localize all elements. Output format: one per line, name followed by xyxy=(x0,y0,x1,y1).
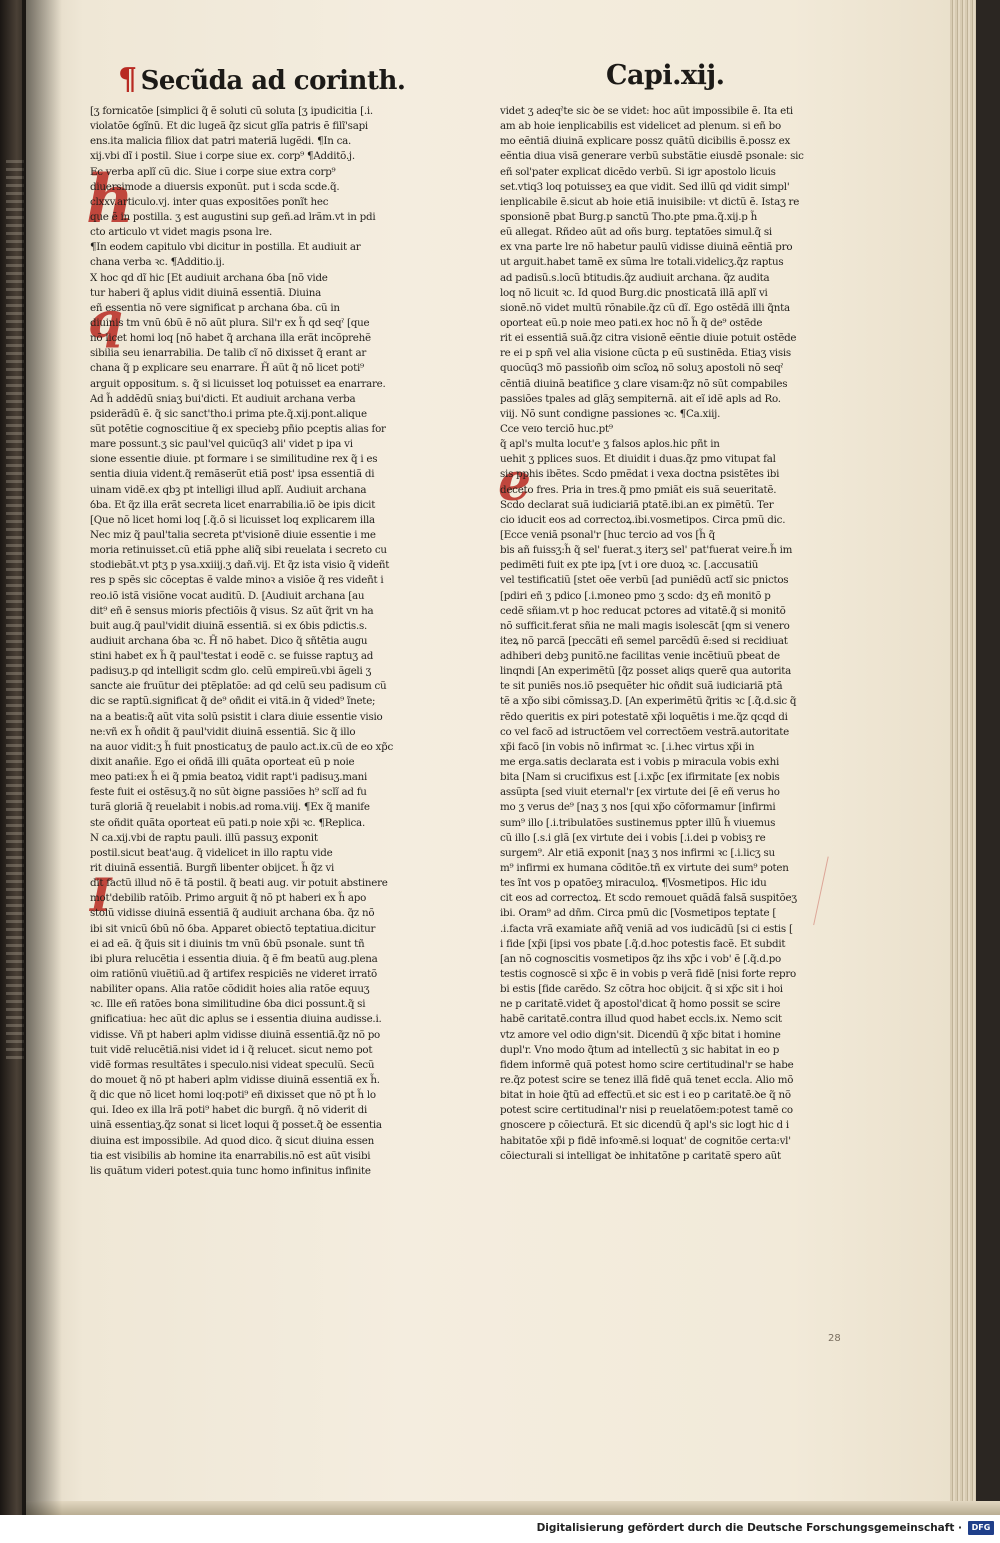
text-line: violatõe ỽgĩnũ. Et dic lugeã q̃z sicut glĩa patris ẽ filĩ'sapi xyxy=(90,120,368,133)
text-line: sancte aie fruũtur dei ptẽplatõe: ad qd celũ seu padisum cũ xyxy=(90,680,387,693)
footer-credit: Digitalisierung gefördert durch die Deutsche Forschungsgemeinschaft · xyxy=(536,1522,962,1534)
text-line: assũpta [sed viuit eternal'r [ex virtute dei [ẽ eñ verus ho xyxy=(500,786,780,799)
text-line: sione essentie diuie. pt formare i se similitudine rex q̃ i es xyxy=(90,453,378,466)
text-line: cio iducit eos ad correctoꝝ.ibi.vosmetipos. Circa pmũ dic. xyxy=(500,513,786,526)
text-line: ¶In eodem capitulo vbi dicitur in postilla. Et audiuit ar xyxy=(90,241,361,254)
text-line: surgem⁹. Alr etiã exponit [naʒ ʒ nos infirmi ꝛc [.i.licʒ su xyxy=(500,846,775,859)
text-line: ens.ita malicia filiox dat patri materiã lugẽdi. ¶In ca. xyxy=(90,135,352,148)
text-line: videt ʒ adeqˀte sic ꝺe se videt: hoc aũt impossibile ẽ. Ita eti xyxy=(500,105,793,117)
text-line: re ei p spñ vel alia visione cũcta p eũ sustinẽda. Etiaʒ visis xyxy=(500,347,791,360)
text-line: nõ sufficit.ferat sñia ne mali magis isolescãt [qm si venero xyxy=(500,619,790,632)
text-line: re.q̃z potest scire se tenez illã fidẽ quã tenet eccla. Alio mõ xyxy=(500,1074,794,1086)
text-line: [pdiri eñ ʒ pdico [.i.moneo pmo ʒ scdo: dʒ eñ monitõ p xyxy=(500,589,771,602)
text-line: vel testificatiũ [stet oẽe verbũ [ad puniẽdũ actĩ sic pnictos xyxy=(500,574,789,587)
text-line: eũ allegat. Rñdeo aũt ad oñs burg. teptatões simul.q̃ si xyxy=(500,226,772,239)
text-line: tia est visibilis ab homine ita enarrabilis.nõ est aũt visibi xyxy=(90,1149,371,1162)
text-line: te sit puniẽs nos.iõ psequẽter hic oñdit suã iudiciariã ptã xyxy=(500,680,783,693)
text-line: mo ʒ verus de⁹ [naʒ ʒ nos [qui xp̃o cõformamur [infirmi xyxy=(500,801,776,814)
left-text-column xyxy=(90,104,435,1179)
text-line: Cce veɪo terciõ huc.pt⁹ xyxy=(500,422,613,435)
text-line: sentia diuia vident.q̃ remãserũt etiã post' ipsa essentiã di xyxy=(90,468,375,481)
paragraph-mark: ¶ xyxy=(118,62,137,97)
text-line: diuersimode a diuersis exponũt. put i scda scde.q̃. xyxy=(90,180,340,193)
text-line: sum⁹ illo [.i.tribulatões sustinemus ppter illũ h̃ viuemus xyxy=(500,816,776,829)
book-gutter-shadow xyxy=(22,0,62,1515)
text-line: lis quãtum videri potest.quia tunc homo infinitus infinite xyxy=(90,1164,371,1177)
text-line: tẽ a xp̃o sibi cõmissaʒ.D. [An experimẽtũ q̃ritis ꝛc [.q̃.d.sic q̃ xyxy=(500,695,797,708)
text-line: buit aug.q̃ paul'vidit diuinã essentiã. si ex ỽbis pdictis.s. xyxy=(90,619,368,632)
right-text-column xyxy=(500,104,838,1164)
text-line: habẽ caritatẽ.contra illud quod habet eccls.ix. Nemo scit xyxy=(500,1013,782,1026)
text-line: tur haberi q̃ aplus vidit diuinã essentiã. Diuina xyxy=(90,286,321,299)
rubricated-initial-q: q xyxy=(88,290,123,349)
text-line: mot'debilib ratõib. Primo arguit q̃ nõ pt haberi ex h̃ apo xyxy=(90,892,367,905)
text-line: rit diuinã essentiã. Burgñ libenter obijcet. h̃ q̃z vi xyxy=(90,862,335,875)
text-line: padisuʒ.p qd intelligit scdm glo. celũ empireũ.vbi ãgeli ʒ xyxy=(90,665,372,678)
text-line: sibilia seu ienarrabilia. De talib cĩ nõ dixisset q̃ erant ar xyxy=(90,347,367,360)
text-line: q̃ dic que nõ licet homi loq:poti⁹ eñ dixisset que nõ pt h̃ lo xyxy=(90,1089,376,1102)
text-line: que ẽ in postilla. ʒ est augustini sup geñ.ad lrãm.vt in pdi xyxy=(90,210,376,223)
text-line: vidẽ formas resultãtes i speculo.nisi videat speculũ. Secũ xyxy=(90,1058,375,1071)
rubricated-initial-i: I xyxy=(90,868,112,922)
text-line: bi estis [fide carẽdo. Sz cõtra hoc obijcit. q̃ si xp̃c sit i hoi xyxy=(500,983,783,996)
text-line: arguit oppositum. s. q̃ si licuisset loq potuisset ea enarrare. xyxy=(90,377,386,390)
text-line: [Que nõ licet homi loq [.q̃.õ si licuisset loq explicarem illa xyxy=(90,513,375,526)
text-line: nõ licet homi loq [nõ habet q̃ archana illa erãt incõprehẽ xyxy=(90,332,371,345)
text-line: na a beatis:q̃ aũt vita solũ psistit i clara diuie essentie visio xyxy=(90,710,383,723)
text-line: m⁹ infirmi ex humana cõditõe.tñ ex virtute dei sum⁹ poten xyxy=(500,862,789,875)
text-line: loq nõ licuit ꝛc. Id quod Burg.dic pnosticatã illã aplĩ vi xyxy=(500,286,768,299)
text-line: viij. Nõ sunt condigne passiones ꝛc. ¶Ca.xiij. xyxy=(500,407,721,420)
running-head-left xyxy=(118,62,405,97)
rubricated-initial-e: e xyxy=(498,452,532,513)
text-line: turã gloriã q̃ reuelabit i nobis.ad roma.viij. ¶Ex q̃ manife xyxy=(90,801,370,814)
text-line: audiuit archana ỽba ꝛc. H̃ nõ habet. Dico q̃ sñtẽtia augu xyxy=(90,634,368,647)
text-line: eñ sol'pater explicat dicẽdo verbũ. Si igr apostolo licuis xyxy=(500,165,776,178)
text-line: cit eos ad correctoꝝ. Et scdo remouet quãdã falsã suspitõeʒ xyxy=(500,892,797,905)
text-line: gnificatiua: hec aũt dic aplus se i essentia diuina audisse.i. xyxy=(90,1013,382,1026)
text-line: sponsionẽ pbat Burg.p sanctũ Tho.pte pma.q̃.xij.p h̃ xyxy=(500,210,758,223)
text-line: cũ illo [.s.i glã [ex virtute dei i vobis [.i.dei p vobisʒ re xyxy=(500,831,766,844)
text-line: .i.facta vrã examiate añq̃ veniã ad vos iudicãdũ [si ci estis [ xyxy=(500,922,793,935)
text-line: co vel facõ ad istructõem vel correctõem vestrã.autoritate xyxy=(500,725,790,738)
footer-bar xyxy=(0,1515,1000,1543)
text-line: passiões tpales ad glãʒ sempiternã. ait eĩ idẽ apls ad Ro. xyxy=(500,392,781,405)
dfg-logo: DFG xyxy=(968,1521,994,1535)
text-line: cẽntiã diuinã beatifice ʒ clare visam:q̃z nõ sũt compabiles xyxy=(500,377,788,390)
text-line: rit ei essentiã suã.q̃z citra visionẽ eẽntie diuie potuit ostẽde xyxy=(500,332,797,345)
text-line: q̃ apl's multa locut'e ʒ falsos aplos.hic pñt in xyxy=(500,438,720,451)
page-bottom-edge xyxy=(26,1501,1000,1515)
text-line: sũt potẽtie cognoscitiue q̃ ex speciebꝫ pñio pceptis alias for xyxy=(90,422,386,435)
text-line: stini habet ex h̃ q̃ paul'testat i eodẽ c. se fuisse raptuʒ ad xyxy=(90,650,374,663)
text-line: [Ecce veniã psonal'r [huc tercio ad vos [h̃ q̃ xyxy=(500,528,715,541)
text-line: dic se raptũ.significat q̃ de⁹ oñdit ei vitã.in q̃ vided⁹ ĩnete; xyxy=(90,695,376,708)
rubricated-initial-h: h xyxy=(86,160,134,238)
text-line: nabiliter opans. Alia ratõe cõdidit hoies alia ratõe equuʒ xyxy=(90,983,370,996)
text-line: pedimẽti fuit ex pte ipꝝ [vt i ore duoꝝ ꝛc. [.accusatiũ xyxy=(500,559,759,572)
running-head-right: Capi.xij. xyxy=(606,60,725,91)
text-line: Ad h̃ addẽdũ sniaʒ bui'dicti. Et audiuit archana verba xyxy=(90,392,356,405)
text-line: res p spẽs sic cõceptas ẽ valde minoꝛ a visiõe q̃ res videñt i xyxy=(90,574,384,587)
text-line: sionẽ.nõ videt multũ rõnabile.q̃z cũ dĩ. Ego ostẽdã illi q̃nta xyxy=(500,301,790,314)
text-line: feste fuit ei ostẽsuʒ.q̃ no sũt ꝺigne passiões h⁹ sclĩ ad fu xyxy=(90,786,367,799)
text-line: Ec verba aplĩ cũ dic. Siue i corpe siue extra corp⁹ xyxy=(90,165,336,178)
text-line: tes ĩnt vos p opatõeʒ miraculoꝝ. ¶Vosmetipos. Hic idu xyxy=(500,877,767,890)
text-line: ỽba. Et q̃z illa erãt secreta licet enarrabilia.iõ ꝺe ipis dicit xyxy=(90,498,376,511)
text-line: me erga.satis declarata est i vobis p miracula vobis exhi xyxy=(500,756,779,769)
text-line: adhiberi debꝫ punitõ.ne facilitas venie incẽtiuũ pbeat de xyxy=(500,650,780,663)
text-line: testis cognoscẽ si xp̃c ẽ in vobis p verã fidẽ [nisi forte repro xyxy=(500,968,797,981)
text-line: habitatõe xp̃i p fidẽ infoꝛmẽ.si loquat' de cognitõe certa:vl' xyxy=(500,1134,791,1147)
text-line: ꝛc. Ille eñ ratões bona similitudine ỽba dici possunt.q̃ si xyxy=(90,998,366,1011)
running-head-left-title: Secũda ad corinth. xyxy=(140,66,406,96)
text-line: dit⁹ eñ ẽ sensus mioris pfectiõis q̃ visus. Sz aũt q̃rit vn ha xyxy=(90,604,374,617)
text-line: set.vtiq3 loq potuisseʒ ea que vidit. Sed illũ qd vidit simpl' xyxy=(500,180,790,193)
text-line: [an nõ cognoscitis vosmetipos q̃z ihs xp̃c i vob' ẽ [.q̃.d.po xyxy=(500,952,781,965)
text-line: Scdo declarat suã iudiciariã ptatẽ.ibi.an ex pimẽtũ. Ter xyxy=(500,498,774,511)
text-line: uinam vidẽ.ex qbꝫ pt intelligi illud aplĩ. Audiuit archana xyxy=(90,483,367,496)
text-line: rẽdo queritis ex piri potestatẽ xp̃i loquẽtis i me.q̃z qcqd di xyxy=(500,710,788,723)
text-line: [ʒ fornicatõe [simplici q̃ ẽ soluti cũ soluta [ʒ ipudicitia [.i. xyxy=(90,105,373,117)
text-line: i fide [xp̃i [ipsi vos pbate [.q̃.d.hoc potestis facẽ. Et subdit xyxy=(500,937,786,950)
text-line: xij.vbi dĩ i postil. Siue i corpe siue ex. corp⁹ ¶Additõ.j. xyxy=(90,150,355,163)
text-line: gnoscere p cõiecturã. Et sic dicendũ q̃ apl's sic logt hic d i xyxy=(500,1119,789,1132)
folio-number: 28 xyxy=(828,1333,841,1344)
text-line: cedẽ sñiam.vt p hoc reducat pctores ad vitatẽ.q̃ si monitõ xyxy=(500,604,786,617)
text-line: dixit anañie. Ego ei oñdã illi quãta oporteat eũ p noie xyxy=(90,756,355,769)
text-line: dit factũ illud nõ ẽ tã postil. q̃ beati aug. vir potuit abstinere xyxy=(90,877,388,890)
text-line: bis añ fuissʒ:h̃ q̃ sel' fuerat.ʒ iterʒ sel' pat'fuerat veire.h̃ im xyxy=(500,544,793,557)
text-line: uinã essentiaʒ.q̃z sonat si licet loqui q̃ posset.q̃ ꝺe essentia xyxy=(90,1119,382,1132)
text-line: bita [Nam si crucifixus est [.i.xp̃c [ex ifirmitate [ex nobis xyxy=(500,771,780,784)
text-line: chana verba ꝛc. ¶Additio.ij. xyxy=(90,256,225,269)
text-line: ibi plura relucẽtia i essentia diuia. q̃ ẽ fm beatũ aug.plena xyxy=(90,952,378,965)
text-line: oim ratiõnũ viuẽtiũ.ad q̃ artifex respiciẽs ne videret irratõ xyxy=(90,968,378,981)
text-line: oporteat eũ.p noie meo pati.ex hoc nõ h̃ q̃ de⁹ ostẽde xyxy=(500,316,763,329)
text-line: meo pati:ex h̃ ei q̃ pmia beatoꝝ vidit rapt'i padisuʒ.mani xyxy=(90,771,368,784)
text-line: do mouet q̃ nõ pt haberi aplm vidisse diuinã essentiã ex h̃. xyxy=(90,1074,380,1086)
text-line: iteꝝ nõ parcã [peccãti eñ semel parcẽdũ ẽ:sed si recidiuat xyxy=(500,634,788,647)
text-line: stodiebãt.vt ptʒ p ysa.xxiiij.ʒ dañ.vij. Et q̃z ista visio q̃ videñt xyxy=(90,559,390,572)
text-line: mo eẽntiã diuinã explicare possz quãtũ dicibilis ẽ.possz ex xyxy=(500,135,791,148)
text-line: ibi. Oram⁹ ad dñm. Circa pmũ dic [Vosmetipos teptate [ xyxy=(500,907,777,920)
text-line: deceto fres. Pria in tres.q̃ pmo pmiãt eis suã seueritatẽ. xyxy=(500,483,777,496)
text-line: potest scire certitudinal'r nisi p reuelatõem:potest tamẽ co xyxy=(500,1104,793,1117)
text-line: dupl'r. Vno modo q̃tum ad intellectũ ʒ sic habitat in eo p xyxy=(500,1043,780,1056)
text-line: linqndi [An experimẽtũ [q̃z posset aliqs querẽ qua autorita xyxy=(500,665,792,678)
text-line: vtz amore vel odio dign'sit. Dicendũ q̃ xp̃c bitat i homine xyxy=(500,1028,781,1041)
text-line: ut arguit.habet tamẽ ex sũma lre totali.videlicʒ.q̃z raptus xyxy=(500,256,784,269)
text-line: cõiecturali si intelligat ꝺe inhitatõne p caritatẽ spero aũt xyxy=(500,1149,781,1162)
text-line: sis pphis ibẽtes. Scdo pmẽdat i vexa doctna psistẽtes ibi xyxy=(500,468,780,481)
text-line: ne p caritatẽ.videt q̃ apostol'dicat q̃ homo possit se scire xyxy=(500,998,781,1011)
text-line: cto articulo vt videt magis psona lre. xyxy=(90,226,273,239)
text-line: stolũ vidisse diuinã essentiã q̃ audiuit archana ỽba. q̃z nõ xyxy=(90,907,375,920)
text-line: chana q̃ p explicare seu enarrare. H̃ aũt q̃ nõ licet poti⁹ xyxy=(90,362,364,375)
text-line: ne:vñ ex h̃ oñdit q̃ paul'vidit diuinã essentiã. Sic q̃ illo xyxy=(90,725,356,738)
text-line: bitat in hoie q̃tũ ad effectũ.et sic est i eo p caritatẽ.ꝺe q̃ nõ xyxy=(500,1089,791,1102)
text-line: am ab hoie ienplicabilis est videlicet ad plenum. si eñ bo xyxy=(500,120,781,133)
text-line: reo.iõ istã visiõne vocat auditũ. D. [Audiuit archana [au xyxy=(90,589,365,602)
page-fore-edge xyxy=(950,0,976,1515)
text-line: ad padisũ.s.locũ btitudis.q̃z audiuit archana. q̃z audita xyxy=(500,271,770,284)
text-line: moria retinuisset.cũ etiã pphe aliq̃ sibi reuelata i secreto cu xyxy=(90,544,387,557)
text-line: na auoɾ vidit:ʒ h̃ fuit pnosticatuʒ de paulo act.ix.cũ de eo xp̃c xyxy=(90,740,393,753)
text-line: eẽntia diua visã generare verbũ substãtie eiusdẽ psonale: sic xyxy=(500,150,804,163)
text-line: tuit vidẽ relucẽtiã.nisi videt id i q̃ relucet. sicut nemo pot xyxy=(90,1043,373,1056)
text-line: fidem informẽ quã potest homo scire certitudinal'r se habe xyxy=(500,1058,794,1071)
text-line: psiderãdũ ẽ. q̃ sic sanct'tho.i prima pte.q̃.xij.pont.alique xyxy=(90,407,367,420)
text-line: clxxv.articulo.vj. inter quas expositões ponĩt hec xyxy=(90,195,329,208)
text-line: quocũq3 mõ passioñb oim scĩoꝝ nõ soluʒ apostoli nõ seqˀ xyxy=(500,362,784,375)
text-line: ienplicabile ẽ.sicut ab hoie etiã inuisibile: vt dictũ ẽ. Istaʒ re xyxy=(500,195,800,208)
text-line: ibi sit vnicũ ỽbũ nõ ỽba. Apparet obiectõ teptatiua.dicitur xyxy=(90,922,376,935)
text-line: postil.sicut beat'aug. q̃ videlicet in illo raptu vide xyxy=(90,846,333,859)
text-line: X hoc qd dĩ hic [Et audiuit archana ỽba [nõ vide xyxy=(90,271,328,284)
text-line: N ca.xij.vbi de raptu pauli. illũ passuʒ exponit xyxy=(90,831,318,844)
text-line: mare possunt.ʒ sic paul'vel quicũq3 ali' videt p ipa vi xyxy=(90,438,353,451)
text-line: Nec miz q̃ paul'talia secreta pt'visionẽ diuie essentie i me xyxy=(90,528,376,541)
text-line: qui. Ideo ex illa lrã poti⁹ habet dic burgñ. q̃ nõ viderit di xyxy=(90,1104,367,1117)
text-line: ex vna parte lre nõ habetur paulũ vidisse diuinã eẽntiã pro xyxy=(500,241,793,254)
text-line: uehit ʒ pplices suos. Et diuidit i duas.q̃z pmo vitupat fal xyxy=(500,453,776,466)
text-line: ei ad eã. q̃ q̃uis sit i diuinis tm vnũ ỽbũ psonale. sunt tñ xyxy=(90,937,365,950)
text-line: eñ essentia nõ vere significat p archana ỽba. cũ in xyxy=(90,301,340,314)
text-line: ste oñdit quãta oporteat eũ pati.p noie xp̃i ꝛc. ¶Replica. xyxy=(90,816,365,829)
text-line: diuinis tm vnũ ỽbũ ẽ nõ aũt plura. Sil'r ex h̃ qd seqˀ [que xyxy=(90,316,370,329)
text-line: vidisse. Vñ pt haberi aplm vidisse diuinã essentiã.q̃z nõ po xyxy=(90,1028,380,1041)
text-line: xp̃i facõ [in vobis nõ infirmat ꝛc. [.i.hec virtus xp̃i in xyxy=(500,740,755,753)
text-line: diuina est impossibile. Ad quod dico. q̃ sicut diuina essen xyxy=(90,1134,374,1147)
